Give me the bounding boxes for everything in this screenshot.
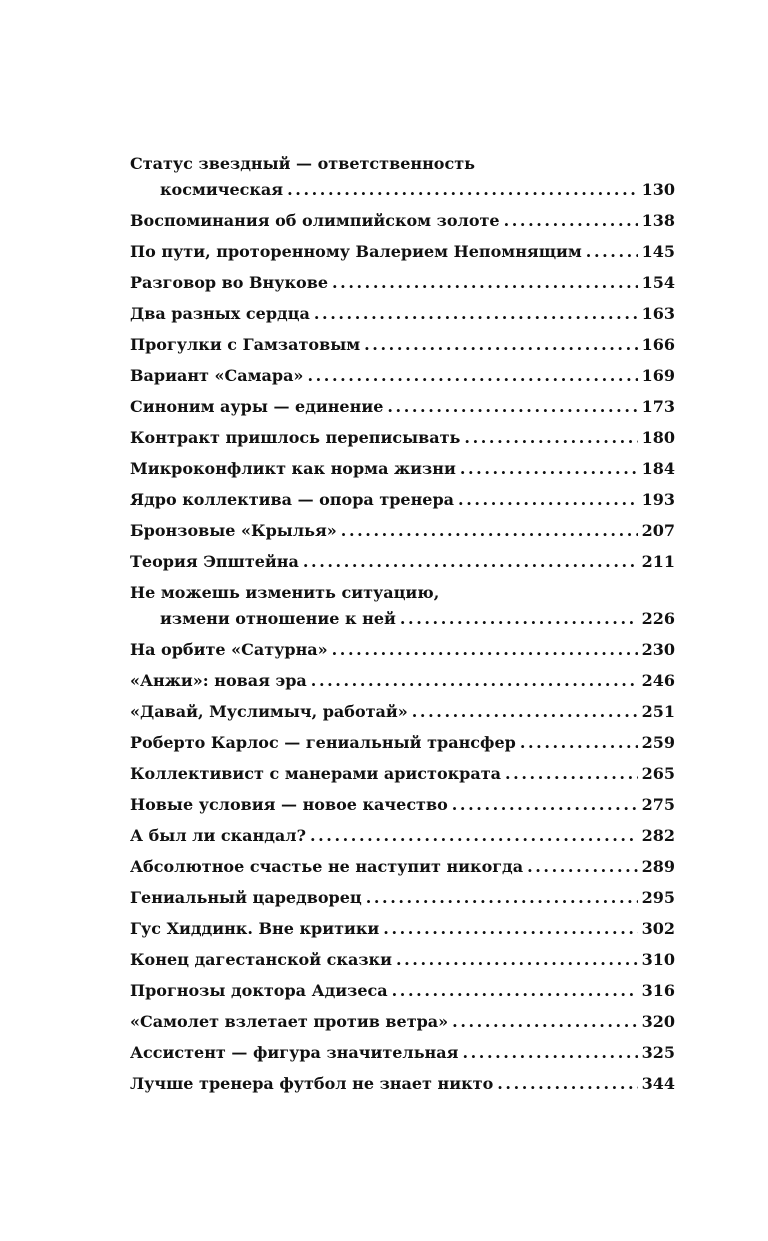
dot-leader [311, 665, 638, 696]
toc-entry-line [130, 820, 675, 851]
toc-entry-page-number: 169 [641, 366, 675, 385]
toc-entry [130, 298, 675, 329]
toc-entry-title: А был ли скандал? [130, 826, 306, 845]
toc-entry [130, 696, 675, 727]
toc-entry-title: Абсолютное счастье не наступит никогда [130, 857, 524, 876]
dot-leader [505, 758, 638, 789]
toc-entry-page-number: 226 [641, 609, 675, 628]
toc-entry-page-number: 130 [641, 180, 675, 199]
toc-entry [130, 1006, 675, 1037]
toc-entry-title: Синоним ауры — единение [130, 397, 384, 416]
dot-leader [452, 789, 638, 820]
toc-entry-page-number: 211 [641, 552, 675, 571]
dot-leader [364, 329, 637, 360]
toc-entry [130, 453, 675, 484]
dot-leader [458, 484, 638, 515]
toc-entry-line [130, 515, 675, 546]
toc-entry-line [130, 603, 675, 634]
dot-leader [366, 882, 638, 913]
toc-entry-title: Прогнозы доктора Адизеса [130, 981, 388, 1000]
toc-entry-title: «Анжи»: новая эра [130, 671, 307, 690]
dot-leader [387, 391, 637, 422]
toc-entry-title: измени отношение к ней [160, 609, 396, 628]
toc-entry-title: «Давай, Муслимыч, работай» [130, 702, 408, 721]
toc-entry [130, 1068, 675, 1099]
toc-entry-line [130, 1037, 675, 1068]
toc-entry-line [130, 174, 675, 205]
toc-entry-title: Контракт пришлось переписывать [130, 428, 461, 447]
toc-entry-title: По пути, проторенному Валерием Непомнящим [130, 242, 582, 261]
toc-entry-line [130, 236, 675, 267]
toc-entry-title: Ядро коллектива — опора тренера [130, 490, 455, 509]
toc-entry-title: Прогулки с Гамзатовым [130, 335, 361, 354]
toc-entry-line [130, 758, 675, 789]
toc-entry-line [130, 267, 675, 298]
toc-entry [130, 205, 675, 236]
toc-entry [130, 577, 675, 634]
toc-entry-page-number: 344 [641, 1074, 675, 1093]
toc-entry-line [130, 727, 675, 758]
dot-leader [287, 174, 637, 205]
toc-entry-title: Два разных сердца [130, 304, 310, 323]
toc-entry-title: «Самолет взлетает против ветра» [130, 1012, 449, 1031]
toc-entry-line [130, 851, 675, 882]
toc-entry [130, 820, 675, 851]
toc-entry [130, 148, 675, 205]
toc-entry-page-number: 184 [641, 459, 675, 478]
dot-leader [400, 603, 638, 634]
toc-entry-page-number: 275 [641, 795, 675, 814]
toc-entry [130, 515, 675, 546]
toc-entry-page-number: 166 [641, 335, 675, 354]
toc-entry-page-number: 145 [641, 242, 675, 261]
toc-entry [130, 329, 675, 360]
toc-entry [130, 360, 675, 391]
toc-entry [130, 546, 675, 577]
toc-entry-page-number: 302 [641, 919, 675, 938]
toc-entry-page-number: 193 [641, 490, 675, 509]
toc-entry-line [130, 1006, 675, 1037]
dot-leader [303, 546, 638, 577]
toc-entry-line [130, 546, 675, 577]
toc-entry-page-number: 265 [641, 764, 675, 783]
toc-entry-page-number: 173 [641, 397, 675, 416]
toc-entry-page-number: 180 [641, 428, 675, 447]
toc-entry-page-number: 316 [641, 981, 675, 1000]
toc-entry-title: Ассистент — фигура значительная [130, 1043, 459, 1062]
toc-entry [130, 727, 675, 758]
dot-leader [332, 634, 638, 665]
toc-entry-title: Коллективист с манерами аристократа [130, 764, 502, 783]
dot-leader [332, 267, 638, 298]
table-of-contents [130, 148, 675, 1099]
toc-entry-line [130, 1068, 675, 1099]
toc-entry [130, 634, 675, 665]
toc-entry-title: Новые условия — новое качество [130, 795, 448, 814]
toc-entry-line [130, 913, 675, 944]
toc-entry [130, 267, 675, 298]
toc-entry-title-line: Не можешь изменить ситуацию, [130, 583, 440, 602]
toc-entry-page-number: 320 [641, 1012, 675, 1031]
toc-entry-page-number: 325 [641, 1043, 675, 1062]
toc-entry [130, 391, 675, 422]
toc-entry-title: Воспоминания об олимпийском золоте [130, 211, 500, 230]
toc-entry-page-number: 246 [641, 671, 675, 690]
toc-entry-line [130, 329, 675, 360]
toc-entry-line [130, 944, 675, 975]
toc-entry [130, 975, 675, 1006]
dot-leader [452, 1006, 637, 1037]
toc-entry-title: Роберто Карлос — гениальный трансфер [130, 733, 516, 752]
toc-entry [130, 758, 675, 789]
toc-entry-title: Вариант «Самара» [130, 366, 304, 385]
toc-entry-line [130, 422, 675, 453]
toc-entry-page-number: 289 [641, 857, 675, 876]
toc-entry-title-line: Статус звездный — ответственность [130, 154, 475, 173]
toc-entry [130, 665, 675, 696]
toc-entry [130, 422, 675, 453]
dot-leader [383, 913, 637, 944]
toc-entry-title: Лучше тренера футбол не знает никто [130, 1074, 494, 1093]
toc-entry [130, 882, 675, 913]
toc-entry [130, 913, 675, 944]
toc-entry-line [130, 665, 675, 696]
toc-entry [130, 851, 675, 882]
toc-entry-line [130, 634, 675, 665]
toc-entry-line [130, 298, 675, 329]
dot-leader [307, 360, 637, 391]
toc-entry-page-number: 207 [641, 521, 675, 540]
toc-entry-line [130, 696, 675, 727]
toc-entry-page-number: 251 [641, 702, 675, 721]
toc-entry-page-number: 295 [641, 888, 675, 907]
dot-leader [392, 975, 638, 1006]
toc-entry [130, 789, 675, 820]
toc-entry-page-number: 310 [641, 950, 675, 969]
toc-entry-page-number: 163 [641, 304, 675, 323]
toc-entry-page-number: 259 [641, 733, 675, 752]
toc-entry-title: Гус Хиддинк. Вне критики [130, 919, 380, 938]
dot-leader [464, 422, 637, 453]
toc-entry-line [130, 360, 675, 391]
toc-entry [130, 1037, 675, 1068]
dot-leader [460, 453, 638, 484]
toc-entry-line [130, 882, 675, 913]
toc-entry-line [130, 453, 675, 484]
dot-leader [497, 1068, 637, 1099]
toc-entry-line [130, 391, 675, 422]
dot-leader [527, 851, 638, 882]
toc-entry-page-number: 282 [641, 826, 675, 845]
toc-entry-title: Гениальный царедворец [130, 888, 362, 907]
toc-entry [130, 944, 675, 975]
toc-entry-title: Бронзовые «Крылья» [130, 521, 337, 540]
toc-entry-page-number: 230 [641, 640, 675, 659]
toc-entry-line [130, 789, 675, 820]
toc-entry-title: Теория Эпштейна [130, 552, 299, 571]
toc-entry-title: Микроконфликт как норма жизни [130, 459, 456, 478]
toc-entry-title: космическая [160, 180, 284, 199]
toc-entry [130, 484, 675, 515]
toc-entry-line [130, 975, 675, 1006]
toc-entry-title: Разговор во Внукове [130, 273, 328, 292]
toc-entry-line [130, 484, 675, 515]
toc-entry-title: Конец дагестанской сказки [130, 950, 392, 969]
dot-leader [412, 696, 638, 727]
dot-leader [341, 515, 638, 546]
toc-entry-page-number: 138 [641, 211, 675, 230]
dot-leader [314, 298, 638, 329]
dot-leader [462, 1037, 637, 1068]
dot-leader [520, 727, 638, 758]
dot-leader [586, 236, 638, 267]
toc-entry [130, 236, 675, 267]
toc-entry-page-number: 154 [641, 273, 675, 292]
dot-leader [396, 944, 638, 975]
dot-leader [504, 205, 638, 236]
toc-entry-line [130, 205, 675, 236]
toc-entry-title: На орбите «Сатурна» [130, 640, 328, 659]
dot-leader [310, 820, 638, 851]
